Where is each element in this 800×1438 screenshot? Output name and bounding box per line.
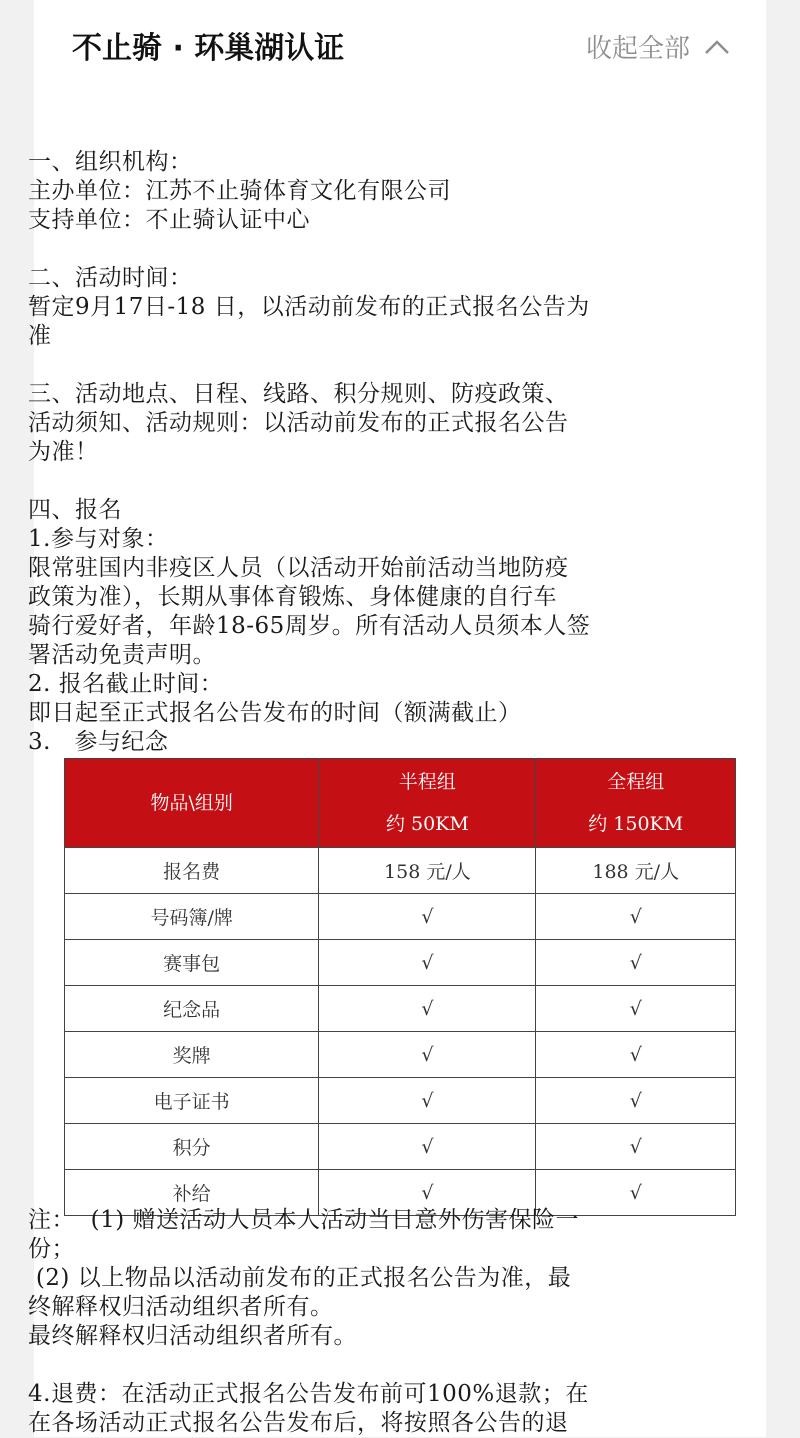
table-row <box>65 894 736 940</box>
notes-block <box>28 1206 728 1438</box>
full-cell: √ <box>536 1032 736 1078</box>
table-row <box>65 1078 736 1124</box>
note-line: 终解释权归活动组织者所有。 <box>28 1294 334 1320</box>
paragraph-line: 即日起至正式报名公告发布的时间（额满截止） <box>28 700 522 726</box>
full-cell: 188 元/人 <box>536 848 736 894</box>
full-cell: √ <box>536 986 736 1032</box>
header-full-course <box>536 759 736 848</box>
half-cell: √ <box>319 1170 536 1216</box>
full-cell: √ <box>536 1078 736 1124</box>
header-corner-cell: 物品\组别 <box>65 759 319 848</box>
paragraph-line: 骑行爱好者，年龄18-65周岁。所有活动人员须本人签 <box>28 613 591 639</box>
table-row <box>65 848 736 894</box>
section-heading: 三、活动地点、日程、线路、积分规则、防疫政策、 <box>28 381 569 407</box>
item-cell: 纪念品 <box>65 986 319 1032</box>
table-row <box>65 986 736 1032</box>
item-cell: 赛事包 <box>65 940 319 986</box>
collapse-all-label: 收起全部 <box>585 34 690 64</box>
paragraph-line: 为准！ <box>28 439 99 465</box>
paragraph-line: 准 <box>28 323 52 349</box>
full-cell: √ <box>536 940 736 986</box>
note-line: (2) 以上物品以活动前发布的正式报名公告为准，最 <box>28 1265 572 1291</box>
item-cell: 积分 <box>65 1124 319 1170</box>
half-cell: √ <box>319 1032 536 1078</box>
full-course-distance: 约 150KM <box>588 813 684 835</box>
note-line: 份； <box>28 1236 75 1262</box>
section-heading: 二、活动时间： <box>28 265 193 291</box>
subsection-heading: 3. 参与纪念 <box>28 729 169 755</box>
half-cell: √ <box>319 986 536 1032</box>
full-course-name: 全程组 <box>607 771 665 793</box>
half-cell: √ <box>319 1124 536 1170</box>
full-cell: √ <box>536 1170 736 1216</box>
section-heading: 四、报名 <box>28 497 122 523</box>
article-title: 不止骑 · 环巢湖认证 <box>72 31 345 66</box>
header-half-course <box>319 759 536 848</box>
table-row <box>65 1124 736 1170</box>
paragraph-line: 活动须知、活动规则：以活动前发布的正式报名公告 <box>28 410 569 436</box>
item-cell: 补给 <box>65 1170 319 1216</box>
half-course-distance: 约 50KM <box>385 813 469 835</box>
half-cell: √ <box>319 1078 536 1124</box>
article-body <box>28 148 718 757</box>
item-cell: 号码簿/牌 <box>65 894 319 940</box>
full-cell: √ <box>536 894 736 940</box>
paragraph-line: 支持单位：不止骑认证中心 <box>28 207 310 233</box>
half-course-name: 半程组 <box>398 771 456 793</box>
note-line: 最终解释权归活动组织者所有。 <box>28 1323 357 1349</box>
refund-line: 4.退费：在活动正式报名公告发布前可100%退款；在 <box>28 1381 589 1407</box>
item-cell: 报名费 <box>65 848 319 894</box>
table-row <box>65 1032 736 1078</box>
note-line: 注： (1) 赠送活动人员本人活动当日意外伤害保险一 <box>28 1207 580 1233</box>
item-cell: 电子证书 <box>65 1078 319 1124</box>
paragraph-line: 限常驻国内非疫区人员（以活动开始前活动当地防疫 <box>28 555 569 581</box>
paragraph-line: 主办单位：江苏不止骑体育文化有限公司 <box>28 178 451 204</box>
half-cell: √ <box>319 894 536 940</box>
section-heading: 一、组织机构： <box>28 149 193 175</box>
subsection-heading: 2. 报名截止时间： <box>28 671 224 697</box>
paragraph-line: 署活动免责声明。 <box>28 642 216 668</box>
souvenir-table <box>64 758 736 1216</box>
refund-line: 在各场活动正式报名公告发布后，将按照各公告的退 <box>28 1410 569 1436</box>
item-cell: 奖牌 <box>65 1032 319 1078</box>
subsection-heading: 1.参与对象： <box>28 526 169 552</box>
chevron-up-icon <box>704 39 730 55</box>
paragraph-line: 政策为准），长期从事体育锻炼、身体健康的自行车 <box>28 584 557 610</box>
collapse-all-button[interactable] <box>586 28 730 65</box>
half-cell: √ <box>319 940 536 986</box>
half-cell: 158 元/人 <box>319 848 536 894</box>
table-header-row <box>65 759 736 848</box>
table-row <box>65 940 736 986</box>
full-cell: √ <box>536 1124 736 1170</box>
paragraph-line: 暂定9月17日-18 日，以活动前发布的正式报名公告为 <box>28 294 590 320</box>
